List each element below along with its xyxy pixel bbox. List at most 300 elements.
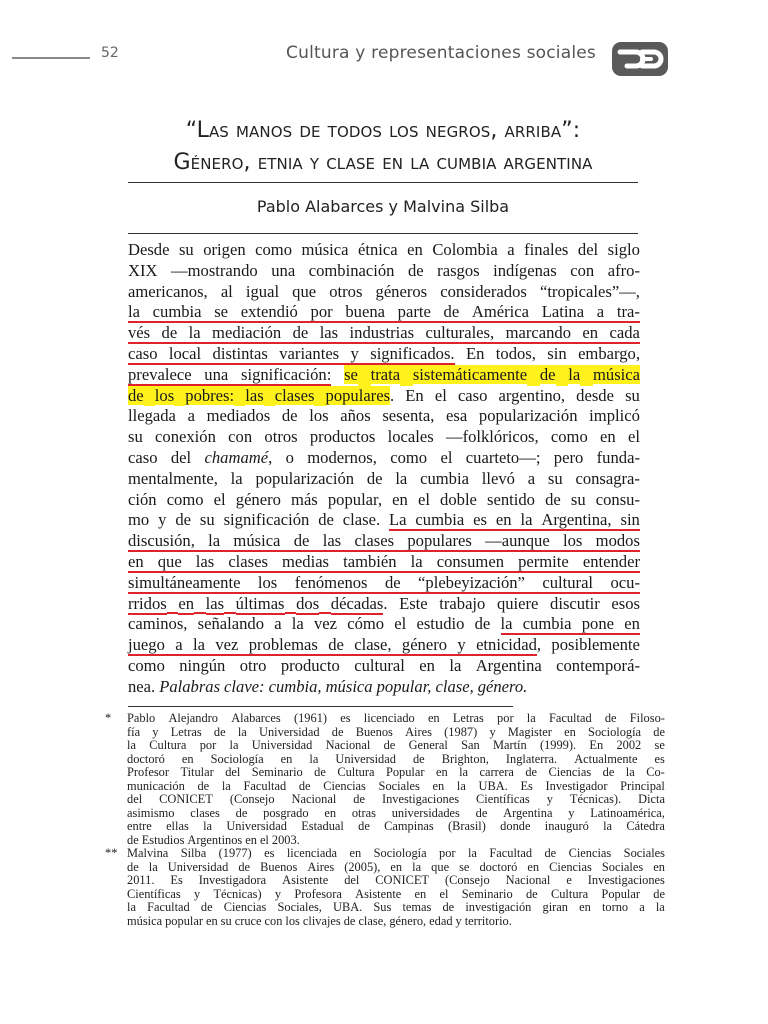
- abstract-word: de: [293, 531, 310, 551]
- abstract-word: medias: [282, 551, 330, 571]
- footnote-word: se: [459, 859, 470, 874]
- footnote-word: Investigador: [545, 778, 608, 793]
- footnote-word: Magister: [507, 724, 552, 739]
- footnote-word: Seminario: [461, 886, 513, 901]
- footnote-word: del: [127, 792, 143, 806]
- abstract-word: a: [527, 468, 536, 488]
- footnote-word: en: [653, 859, 665, 874]
- abstract-word: discutir: [550, 593, 600, 613]
- footnote-word: de: [602, 765, 615, 779]
- footnote-word: (Consejo: [444, 873, 490, 887]
- abstract-word: como: [166, 489, 204, 509]
- footnote-word: En: [589, 738, 604, 752]
- abstract-word: la: [188, 323, 201, 343]
- abstract-word: Latina: [541, 302, 585, 322]
- abstract-word: o: [285, 447, 294, 467]
- footnotes: [105, 712, 665, 928]
- footnote-word: y: [152, 724, 159, 739]
- mark-connector: [174, 386, 185, 407]
- abstract-word: quiere: [496, 593, 539, 613]
- footnote-word: Nacional: [505, 873, 551, 887]
- footnote-line: [127, 780, 665, 794]
- abstract-word: las: [319, 323, 339, 343]
- abstract-word: décadas.: [330, 593, 388, 613]
- abstract-word: pone: [581, 614, 614, 634]
- footnote-line: [127, 807, 665, 821]
- footnote-word: (1987): [444, 724, 478, 739]
- abstract-word: igual: [245, 281, 280, 301]
- abstract: [128, 240, 640, 698]
- footnote-word: municación: [127, 778, 185, 793]
- footnote-line: [127, 861, 665, 875]
- footnote-word: clivajes: [302, 913, 341, 928]
- abstract-word: los: [562, 531, 583, 551]
- footnote-word: Asistente: [282, 873, 329, 887]
- footnote-word: (2005),: [344, 859, 381, 874]
- abstract-word: simultáneamente: [128, 572, 241, 592]
- abstract-line: [128, 282, 640, 303]
- abstract-word: en: [128, 551, 144, 571]
- abstract-word: la: [291, 614, 304, 634]
- abstract-word: prevalece: [128, 364, 192, 384]
- abstract-word: distintas: [212, 343, 268, 363]
- mark-connector: [447, 654, 457, 656]
- abstract-word: su: [570, 489, 586, 509]
- mark-connector: [314, 386, 325, 407]
- mark-connector: [400, 365, 413, 386]
- abstract-word: género: [401, 635, 448, 655]
- footnote-word: Investigadora: [198, 873, 267, 887]
- abstract-word: los: [309, 406, 329, 426]
- footnote-word: de: [127, 832, 139, 847]
- abstract-word: producto: [280, 655, 340, 675]
- footnote-word: de: [412, 751, 425, 766]
- abstract-word: los: [257, 572, 278, 592]
- footnote-word: doctoró: [127, 751, 165, 766]
- abstract-word: ocu-: [610, 572, 640, 592]
- footnote-word: Pablo: [127, 711, 156, 725]
- abstract-word: ningún: [179, 655, 226, 675]
- abstract-word: esa: [446, 406, 468, 426]
- footnote-word: San: [461, 738, 480, 752]
- mark-connector: [205, 654, 215, 656]
- footnote-word: y: [193, 886, 201, 901]
- footnote-word: (1961): [293, 711, 328, 725]
- abstract-word: caso: [128, 447, 158, 467]
- footnote-word: música: [127, 913, 163, 928]
- abstract-word: clave:: [224, 676, 265, 696]
- footnote-word: popular: [165, 913, 203, 928]
- abstract-word: local: [168, 343, 202, 363]
- footnote-word: Latinoamérica,: [590, 805, 665, 820]
- abstract-word: como: [255, 240, 293, 259]
- footnote-word: Co-: [646, 765, 665, 779]
- footnote-word: Cultura: [149, 738, 187, 752]
- abstract-word: —mostrando: [171, 260, 258, 280]
- abstract-word: chamamé,: [204, 447, 273, 467]
- abstract-word: argentino,: [498, 385, 566, 405]
- footnote-word: la: [127, 900, 136, 914]
- mark-connector: [318, 654, 328, 656]
- footnote-word: Buenos: [355, 724, 393, 739]
- abstract-word: cómo: [347, 614, 385, 634]
- abstract-word: mediados: [206, 406, 271, 426]
- footnote-word: Sociología: [210, 751, 264, 766]
- footnote-word: Inglaterra.: [505, 751, 558, 766]
- abstract-word: combinación: [308, 260, 395, 280]
- abstract-word: de: [407, 260, 424, 280]
- footnote-word: Alabarces: [231, 711, 281, 725]
- footnote-word: de: [298, 778, 311, 793]
- abstract-word: clase,: [435, 676, 474, 696]
- footnote-word: Facultad: [243, 778, 287, 793]
- footnote-word: Cultura: [337, 765, 375, 779]
- abstract-word: popularización: [255, 468, 355, 488]
- footnote-word: UBA.: [478, 778, 508, 793]
- footnote-word: a: [639, 900, 645, 914]
- header-rule: [12, 57, 90, 59]
- abstract-word: parte: [397, 302, 431, 322]
- footnote-word: en: [432, 778, 445, 793]
- footnote-word: Facultad: [489, 846, 533, 860]
- footnote-word: General: [408, 738, 448, 752]
- abstract-word: afro-: [607, 260, 640, 280]
- abstract-word: la: [208, 531, 221, 551]
- footnote-word: y: [455, 913, 462, 928]
- abstract-word: la: [230, 468, 243, 488]
- footnote-line: [127, 726, 665, 740]
- abstract-word: como: [390, 447, 428, 467]
- footnote-word: Sus: [373, 900, 392, 914]
- abstract-word: significación:: [241, 364, 332, 384]
- abstract-word: etnicidad,: [476, 635, 542, 655]
- abstract-word: también: [343, 551, 397, 571]
- abstract-word: Desde: [128, 240, 170, 259]
- footnote-word: donde: [500, 819, 531, 833]
- abstract-word: problemas: [248, 635, 318, 655]
- abstract-word: música: [233, 531, 281, 551]
- footnote-word: Cultura: [550, 886, 589, 901]
- footnote-line: [127, 793, 665, 807]
- mark-connector: [165, 654, 175, 656]
- abstract-word: el: [440, 447, 453, 467]
- footnote-word: es: [340, 711, 351, 725]
- footnote-word: la: [456, 778, 466, 793]
- abstract-word: fenómenos: [294, 572, 368, 592]
- footnote-word: de: [604, 711, 617, 725]
- abstract-word: vez: [313, 614, 338, 634]
- abstract-word: modos: [595, 531, 640, 551]
- footnote-word: en: [349, 846, 362, 860]
- abstract-word: desde: [576, 385, 614, 405]
- abstract-word: clase,: [354, 635, 392, 655]
- abstract-line: [128, 344, 640, 365]
- footnote-word: la: [221, 778, 231, 793]
- footnote-word: Científicas: [127, 886, 181, 901]
- footnote-word: otras: [351, 805, 376, 820]
- journal-logo-icon: [612, 42, 668, 76]
- abstract-word: finales: [524, 240, 569, 259]
- footnote-line: [127, 915, 665, 929]
- footnote-word: la: [655, 900, 665, 914]
- abstract-word: de: [328, 635, 344, 655]
- abstract-word: cumbia,: [268, 676, 322, 696]
- abstract-word: las: [322, 531, 342, 551]
- abstract-word: su: [128, 427, 143, 447]
- footnote-word: Asistente: [355, 886, 402, 901]
- footnote-word: Ciencias: [223, 900, 267, 914]
- footnote-word: en: [435, 765, 448, 779]
- footnote-word: la: [467, 846, 477, 860]
- abstract-line: [128, 302, 640, 323]
- abstract-word: caso: [457, 385, 488, 405]
- footnote-word: Dicta: [638, 792, 665, 806]
- footnote-word: doctoró: [479, 859, 518, 874]
- mark-connector: [344, 654, 354, 656]
- abstract-word: la: [449, 655, 462, 675]
- abstract-word: en: [407, 240, 423, 259]
- footnote-word: en: [427, 711, 440, 725]
- footnote-word: la: [603, 819, 613, 833]
- footnote-word: (Consejo: [229, 792, 275, 806]
- abstract-word: “tropicales”—,: [539, 281, 640, 301]
- abstract-word: conexión: [155, 427, 216, 447]
- footnote-word: cruce: [234, 913, 262, 928]
- footnote-word: la: [412, 859, 422, 874]
- abstract-word: sin: [547, 343, 567, 363]
- abstract-word: como: [128, 655, 165, 675]
- footnote-word: de: [200, 900, 213, 914]
- footnote-word: la: [229, 738, 239, 752]
- abstract-word: Palabras: [159, 676, 221, 696]
- footnote-word: el: [439, 886, 449, 901]
- abstract-word: buena: [345, 302, 385, 322]
- abstract-word: origen: [203, 240, 246, 259]
- abstract-word: cumbia: [522, 614, 572, 634]
- abstract-word: América: [471, 302, 530, 322]
- footnote-word: es: [654, 751, 665, 766]
- footnote-word: Ciencias: [548, 765, 592, 779]
- footnote-word: CONICET: [375, 873, 429, 887]
- abstract-word: del: [577, 240, 599, 259]
- footnote-word: de: [544, 846, 557, 860]
- footnote-word: temas: [402, 900, 432, 914]
- abstract-line: [128, 427, 640, 448]
- footnote-line: [127, 874, 665, 888]
- abstract-word: la: [500, 614, 513, 634]
- abstract-word: significados.: [370, 343, 455, 363]
- abstract-word: cumbia: [415, 510, 465, 530]
- footnote-word: de: [127, 859, 139, 874]
- abstract-word: culturales,: [425, 323, 495, 343]
- footnote-line: [127, 753, 665, 767]
- footnote-word: Sociología: [373, 846, 427, 860]
- abstract-word: caso: [128, 343, 158, 363]
- footnote-word: universidades: [391, 805, 460, 820]
- abstract-word: se: [344, 364, 358, 384]
- abstract-word: el: [394, 614, 407, 634]
- footnote-word: de: [353, 792, 365, 806]
- footnote-word: Campinas: [384, 819, 434, 833]
- footnote-word: del: [225, 765, 241, 779]
- footnote-word: la: [625, 765, 635, 779]
- abstract-word: su: [625, 385, 640, 405]
- abstract-word: de: [175, 510, 191, 530]
- abstract-word: rasgos: [437, 260, 480, 280]
- footnote-word: es: [264, 846, 275, 860]
- footnote-word: Malvina: [127, 846, 169, 860]
- abstract-word: de: [281, 406, 298, 426]
- abstract-word: géneros: [375, 281, 428, 301]
- abstract-word: cultural: [542, 572, 594, 592]
- abstract-word: populares: [407, 531, 472, 551]
- footnote-word: de: [213, 724, 226, 739]
- running-title: Cultura y representaciones sociales: [286, 43, 596, 63]
- footnote-word: Letras: [452, 711, 484, 725]
- footnote-word: inauguró: [544, 819, 589, 833]
- footnote-word: la: [148, 859, 158, 874]
- abstract-word: entender: [582, 551, 640, 571]
- abstract-line: [128, 677, 640, 698]
- footnote-word: de: [383, 738, 396, 752]
- footnote-word: de: [331, 724, 344, 739]
- abstract-word: cultural: [354, 655, 405, 675]
- footnote-word: clase,: [358, 913, 387, 928]
- footnote-word: los: [285, 913, 300, 928]
- abstract-word: de: [128, 385, 144, 405]
- footnote-word: licenciado: [363, 711, 415, 725]
- abstract-word: que: [157, 551, 182, 571]
- abstract-line: [128, 531, 640, 552]
- abstract-word: sistemáticamente: [412, 364, 528, 384]
- abstract-line: [128, 323, 640, 344]
- abstract-word: su: [199, 510, 215, 530]
- footnote-word: Técnicas): [213, 886, 262, 901]
- abstract-word: la: [192, 635, 205, 655]
- abstract-word: género.: [477, 676, 528, 696]
- abstract-line: [128, 261, 640, 282]
- footnote-word: Argentinos: [187, 832, 243, 847]
- abstract-word: el: [628, 427, 640, 447]
- abstract-word: la: [128, 302, 140, 322]
- abstract-bottom-rule: [128, 706, 513, 707]
- footnote-word: Estadual: [301, 819, 344, 833]
- abstract-word: otros: [264, 427, 298, 447]
- abstract-word: significación: [223, 510, 310, 530]
- abstract-word: música: [592, 364, 640, 384]
- abstract-word: llevó: [481, 468, 515, 488]
- footnote-word: de: [235, 805, 248, 820]
- abstract-word: considerados: [440, 281, 527, 301]
- footnote-word: (1999).: [539, 738, 577, 752]
- abstract-word: Colombia: [432, 240, 498, 259]
- abstract-word: otro: [239, 655, 267, 675]
- abstract-word: En: [465, 343, 485, 363]
- article-title: [128, 115, 638, 179]
- footnote-word: Alejandro: [168, 711, 218, 725]
- footnote-word: investigación: [465, 900, 532, 914]
- abstract-word: trata: [370, 364, 401, 384]
- abstract-word: vez: [215, 635, 239, 655]
- abstract-word: la: [568, 364, 581, 384]
- abstract-word: y: [457, 635, 466, 655]
- footnote-word: Buenos: [260, 859, 298, 874]
- abstract-word: sesenta,: [382, 406, 435, 426]
- footnote-word: Sociales: [378, 778, 420, 793]
- abstract-word: del: [170, 447, 192, 467]
- footnote-word: Investigaciones: [587, 873, 665, 887]
- footnote-word: que: [431, 859, 450, 874]
- abstract-line: [128, 510, 640, 531]
- footnote-word: la: [309, 751, 319, 766]
- abstract-word: americanos,: [128, 281, 208, 301]
- footnote-word: Estudios: [141, 832, 185, 847]
- footnote-word: Profesor: [127, 765, 169, 779]
- abstract-word: marcando: [505, 323, 571, 343]
- abstract-word: contemporá-: [556, 655, 640, 675]
- abstract-line: [128, 635, 640, 656]
- footnote-word: Facultad: [548, 711, 592, 725]
- abstract-word: caminos,: [128, 614, 188, 634]
- footnote-word: Universidad: [251, 738, 313, 752]
- abstract-word: de: [539, 364, 556, 384]
- abstract-word: por: [310, 302, 333, 322]
- abstract-word: embargo,: [578, 343, 640, 363]
- footnote-word: en: [527, 859, 540, 874]
- abstract-word: funda-: [596, 447, 640, 467]
- footnote-word: 2011.: [127, 873, 155, 887]
- footnote-word: posgrado: [263, 805, 309, 820]
- footnote-word: Ciencias: [568, 846, 612, 860]
- abstract-word: se: [214, 302, 229, 322]
- abstract-word: consu-: [595, 489, 640, 509]
- footnote-word: fía: [127, 724, 141, 739]
- footnote-word: clases: [190, 805, 220, 820]
- footnote-word: Seminario: [251, 765, 303, 779]
- footnote-word: Universidad: [226, 819, 287, 833]
- abstract-word: popular,: [376, 676, 432, 696]
- abstract-word: modernos,: [307, 447, 377, 467]
- footnote-word: Martín: [492, 738, 527, 752]
- abstract-word: todos,: [495, 343, 536, 363]
- abstract-word: esos: [611, 593, 640, 613]
- abstract-line: [128, 365, 640, 386]
- footnote-word: CONICET: [159, 792, 213, 806]
- abstract-word: productos: [309, 427, 376, 447]
- abstract-word: una: [204, 364, 229, 384]
- abstract-word: de: [292, 323, 309, 343]
- footnote-word: por: [497, 711, 514, 725]
- footnote-word: edad: [429, 913, 453, 928]
- footnote-word: ellas: [166, 819, 189, 833]
- abstract-word: de: [161, 323, 178, 343]
- mark-connector: [234, 386, 245, 407]
- abstract-word: nea.: [128, 676, 156, 696]
- footnote-line: [127, 766, 665, 780]
- footnote-line: [127, 712, 665, 726]
- footnote-word: la: [203, 819, 213, 833]
- footnote-word: Facultad: [147, 900, 190, 914]
- abstract-word: indígenas: [493, 260, 557, 280]
- footnote-word: UBA.: [333, 900, 363, 914]
- abstract-word: clases: [228, 551, 268, 571]
- abstract-word: popular,: [327, 489, 383, 509]
- abstract-word: que: [292, 281, 317, 301]
- abstract-word: popularización: [478, 406, 578, 426]
- abstract-word: clases: [274, 385, 315, 405]
- abstract-word: pero: [553, 447, 584, 467]
- abstract-word: estudio: [416, 614, 465, 634]
